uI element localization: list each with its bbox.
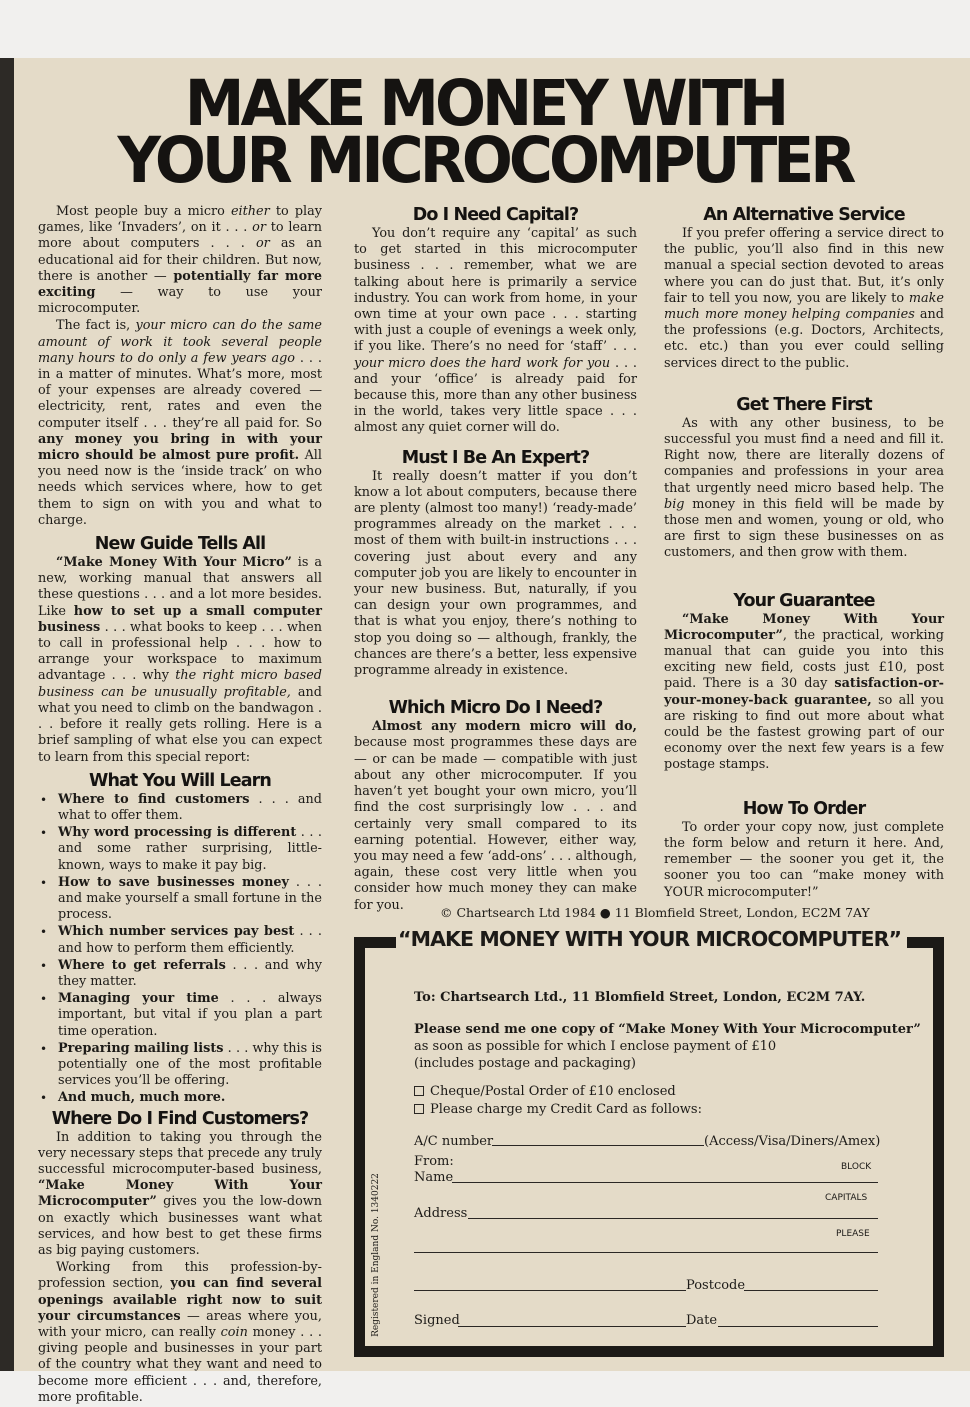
date-field[interactable] (718, 1326, 878, 1327)
option-cheque[interactable]: Cheque/Postal Order of £10 enclosed (414, 1083, 676, 1100)
first-paragraph: As with any other business, to be successful you must find a need and fill it. Right now, there are literally dozens of companies and professions in your area that urgently need micro based help. The big money in this field will be made by those men and women, young or old, who are first to sign these businesses on as customers, and then grow with them. (664, 415, 944, 561)
heading-new-guide: New Guide Tells All (94, 534, 266, 555)
registration-number: Registered in England No. 1340222 (371, 1173, 381, 1337)
customers-paragraph-1: In addition to taking you through the very necessary steps that precede any truly successful microcomputer-based business, “Make Money With Your Microcomputer” gives you the low-down on exactly which businesses want what services, and how best to get these firms as big paying customers. (38, 1129, 322, 1258)
guarantee-paragraph: “Make Money With Your Microcomputer”, the practical, working manual that can guide you into this exciting new field, costs just £10, post paid. There is a 30 day satisfaction-or-your-money-back guarantee, so all you are risking to find out more about what could be the fastest growing part of our economy over the next few years is a few postage stamps. (664, 611, 945, 773)
name-field[interactable] (452, 1182, 878, 1183)
coupon-request-line-1: Please send me one copy of “Make Money With Your Microcomputer” (414, 1022, 921, 1037)
option-credit-card[interactable]: Please charge my Credit Card as follows: (414, 1101, 702, 1118)
customers-paragraph-2: Working from this profession-by-profession section, you can find several openings available right now to suit your circumstances — areas where you, with your micro, can really coin money . . . giving people and businesses in your part of the country what they want and need to become more efficient . . . and, therefore, more profitable. (38, 1260, 323, 1405)
headline-line-2: YOUR MICROCOMPUTER (117, 124, 853, 198)
coupon-address: To: Chartsearch Ltd., 11 Blomfield Street, London, EC2M 7AY. (414, 990, 866, 1005)
order-paragraph: To order your copy now, just complete the form below and return it here. And, remember — the sooner you get it, the sooner you too can “make money with YOUR microcomputer!” (664, 819, 944, 900)
list-item: • Why word processing is different . . . and some rather surprising, little-known, ways to make it pay big. (38, 825, 322, 874)
intro-paragraph-2: The fact is, your micro can do the same amount of work it took several people many hours to do only a few years ago . . . in a matter of minutes. What’s more, most of your expenses are already covered — electricity, rent, rates and even the computer itself . . . they’re all paid for. So any money you bring in with your micro should be almost pure profit. All you need now is the ‘inside track’ on who needs which services where, how to get them to sign on with you and what to charge. (38, 318, 322, 528)
heading-need-capital: Do I Need Capital? (412, 205, 579, 225)
address-field-2[interactable] (414, 1252, 878, 1253)
list-item: • How to save businesses money . . . and make yourself a small fortune in the process. (38, 875, 322, 924)
heading-what-you-will-learn: What You Will Learn (89, 770, 271, 791)
learn-list (38, 792, 322, 1107)
coupon-request-line-2: as soon as possible for which I enclose payment of £10 (414, 1039, 777, 1054)
address-field-3[interactable] (414, 1290, 686, 1291)
heading-alternative-service: An Alternative Service (703, 205, 905, 225)
checkbox-credit-card[interactable] (414, 1104, 424, 1114)
ac-number-field[interactable] (492, 1145, 704, 1146)
postcode-field[interactable] (744, 1290, 878, 1291)
coupon-request-line-3: (includes postage and packaging) (414, 1056, 636, 1071)
checkbox-cheque[interactable] (414, 1086, 424, 1096)
coupon-title: “MAKE MONEY WITH YOUR MICROCOMPUTER” (398, 927, 902, 951)
list-item: • Preparing mailing lists . . . why this is potentially one of the most profitable services you’ll be offering. (38, 1041, 322, 1090)
postcode-label: Postcode (686, 1278, 746, 1293)
heading-your-guarantee: Your Guarantee (733, 590, 875, 611)
heading-get-there-first: Get There First (736, 394, 872, 415)
column-2 (354, 204, 637, 915)
column-1 (38, 204, 322, 1407)
heading-how-to-order: How To Order (742, 798, 866, 819)
heading-must-be-expert: Must I Be An Expert? (401, 447, 590, 468)
list-item: • Where to get referrals . . . and why they matter. (38, 958, 322, 990)
ac-number-label: A/C number (414, 1134, 494, 1149)
signature-field[interactable] (458, 1326, 686, 1327)
micro-paragraph: Almost any modern micro will do, because most programmes these days are — or can be made — compatible with just about any other microcomputer. If you haven’t yet bought your own micro, you’ll find the cost surprisingly low . . . and certainly very small compared to its earning potential. However, either way, you may need a few ‘add-ons’ . . . although, again, these cost very little when you consider how much money they can make for you. (354, 719, 637, 913)
expert-paragraph: It really doesn’t matter if you don’t know a lot about computers, because there are plenty (almost too many!) ‘ready-made’ programmes already on the market . . . most of them with built-in instructions . . . covering just about every and any computer job you are likely to encounter in your new business. But, naturally, if you can design your own programmes, and that is what you enjoy, there’s nothing to stop you doing so — although, frankly, the chances are there’s a better, less expensive programme already in existence. (354, 468, 637, 679)
publisher-address: © Chartsearch Ltd 1984 ● 11 Blomfield Street, London, EC2M 7AY (440, 905, 870, 920)
bullet-icon: ● (599, 905, 611, 920)
card-types: (Access/Visa/Diners/Amex) (704, 1134, 881, 1149)
address-field-1[interactable] (468, 1218, 878, 1219)
address-label: Address (414, 1206, 468, 1221)
column-3 (664, 204, 944, 902)
block-capitals-note-2: CAPITALS (825, 1193, 868, 1203)
coupon-border-left-cap (354, 937, 396, 948)
headline-line-1: MAKE MONEY WITH (184, 67, 786, 141)
signed-label: Signed (414, 1313, 460, 1328)
block-capitals-note-1: BLOCK (841, 1162, 872, 1172)
list-item: • Where to find customers . . . and what to offer them. (38, 792, 322, 824)
heading-which-micro: Which Micro Do I Need? (388, 698, 603, 719)
capital-paragraph: You don’t require any ‘capital’ as such to get started in this microcomputer business . . . remember, what we are talking about here is primarily a service industry. You can work from home, in your own time at your own pace . . . starting with just a couple of evenings a week only, if you like. There’s no need for ‘staff’ . . . your micro does the hard work for you . . . and your ‘office’ is already paid for because this, more than any other business in the world, takes very little space . . . almost any quiet corner will do. (354, 226, 637, 436)
alternative-paragraph: If you prefer offering a service direct to the public, you’ll also find in this new manual a special section devoted to areas where you can do just that. But, it’s only fair to tell you now, you are likely to make much more money helping companies and the professions (e.g. Doctors, Architects, etc. etc.) than you ever could selling services direct to the public. (664, 226, 944, 371)
guide-paragraph: “Make Money With Your Micro” is a new, working manual that answers all these questions . . . and a lot more besides. Like how to set up a small computer business . . . what books to keep . . . when to call in professional help . . . how to arrange your workspace to maximum advantage . . . why the right micro based business can be unusually profitable, and what you need to climb on the bandwagon . . . before it really gets rolling. Here is a brief sampling of what else you can expect to learn from this special report: (38, 555, 322, 765)
date-label: Date (686, 1313, 718, 1328)
heading-where-find-customers: Where Do I Find Customers? (51, 1108, 309, 1129)
block-capitals-note-3: PLEASE (836, 1229, 870, 1239)
list-item: • Managing your time . . . always important, but vital if you plan a part time operation. (38, 991, 322, 1040)
coupon-border-right-cap (907, 937, 944, 948)
list-item: • And much, much more. (38, 1090, 322, 1106)
list-item: • Which number services pay best . . . and how to perform them efficiently. (38, 924, 322, 956)
intro-paragraph-1: Most people buy a micro either to play games, like ‘Invaders’, on it . . . or to learn more about computers . . . or as an educational aid for their children. But now, there is another — potentially far more exciting — way to use your microcomputer. (38, 204, 322, 317)
name-label: Name (414, 1170, 454, 1185)
from-label: From: (414, 1154, 454, 1169)
